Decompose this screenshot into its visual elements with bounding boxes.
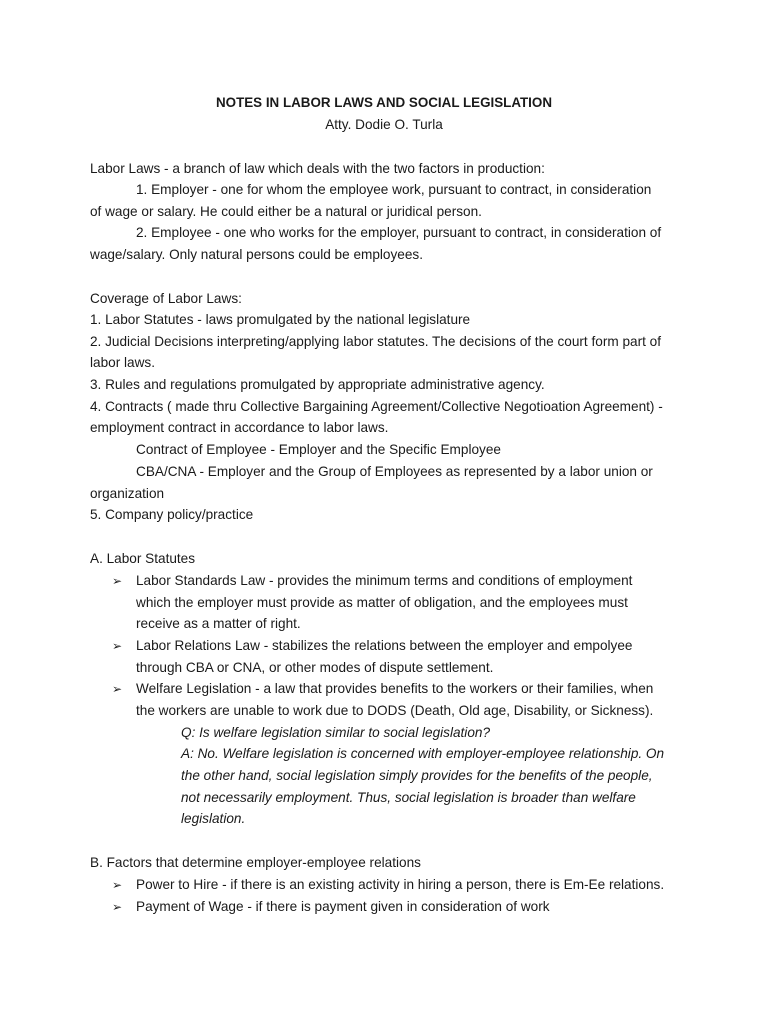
payment-of-wage: Payment of Wage - if there is payment given in consideration of work (136, 899, 550, 914)
welfare-answer-line2: the other hand, social legislation simply provides for the benefits of the people, (181, 768, 653, 783)
coverage-item-2-line1: 2. Judicial Decisions interpreting/applying labor statutes. The decisions of the court form part of (90, 334, 661, 349)
labor-standards-line1: Labor Standards Law - provides the minimum terms and conditions of employment (136, 573, 633, 588)
bullet-arrow-icon: ➢ (112, 574, 123, 588)
employee-definition-line2: wage/salary. Only natural persons could be employees. (90, 247, 423, 262)
document-author: Atty. Dodie O. Turla (325, 117, 443, 132)
bullet-arrow-icon: ➢ (112, 682, 123, 696)
employee-definition-line1: 2. Employee - one who works for the employer, pursuant to contract, in consideration of (136, 225, 662, 240)
labor-standards-line2: which the employer must provide as matter of obligation, and the employees must (136, 595, 628, 610)
section-b-heading: B. Factors that determine employer-employee relations (90, 855, 421, 870)
bullet-arrow-icon: ➢ (112, 878, 123, 892)
coverage-sub-2-line1: CBA/CNA - Employer and the Group of Employees as represented by a labor union or (136, 464, 653, 479)
document-title: NOTES IN LABOR LAWS AND SOCIAL LEGISLATION (215, 95, 552, 110)
coverage-heading: Coverage of Labor Laws: (90, 291, 242, 306)
welfare-answer-line4: legislation. (181, 811, 246, 826)
coverage-item-4-line1: 4. Contracts ( made thru Collective Bargaining Agreement/Collective Negotioation Agreement) - (90, 399, 663, 414)
labor-standards-line3: receive as a matter of right. (136, 616, 301, 631)
labor-laws-definition: Labor Laws - a branch of law which deals with the two factors in production: (90, 161, 545, 176)
welfare-answer-line1: A: No. Welfare legislation is concerned with employer-employee relationship. On (181, 746, 665, 761)
bullet-arrow-icon: ➢ (112, 639, 123, 653)
bullet-arrow-icon: ➢ (112, 900, 123, 914)
welfare-legislation-line1: Welfare Legislation - a law that provides benefits to the workers or their families, when (136, 681, 654, 696)
labor-relations-line2: through CBA or CNA, or other modes of dispute settlement. (136, 660, 494, 675)
power-to-hire: Power to Hire - if there is an existing activity in hiring a person, there is Em-Ee relations. (136, 877, 665, 892)
welfare-answer-line3: not necessarily employment. Thus, social legislation is broader than welfare (181, 790, 636, 805)
coverage-sub-1: Contract of Employee - Employer and the Specific Employee (136, 442, 501, 457)
section-a-heading: A. Labor Statutes (90, 551, 196, 566)
coverage-item-4-line2: employment contract in accordance to labor laws. (90, 420, 389, 435)
welfare-legislation-line2: the workers are unable to work due to DODS (Death, Old age, Disability, or Sickness). (136, 703, 654, 718)
coverage-item-2-line2: labor laws. (90, 355, 155, 370)
coverage-sub-2-line2: organization (90, 486, 165, 501)
coverage-item-3: 3. Rules and regulations promulgated by appropriate administrative agency. (90, 377, 545, 392)
employer-definition-line1: 1. Employer - one for whom the employee work, pursuant to contract, in consideration (136, 182, 652, 197)
employer-definition-line2: of wage or salary. He could either be a natural or juridical person. (90, 204, 482, 219)
coverage-item-1: 1. Labor Statutes - laws promulgated by the national legislature (90, 312, 471, 327)
labor-relations-line1: Labor Relations Law - stabilizes the relations between the employer and empolyee (136, 638, 633, 653)
welfare-question: Q: Is welfare legislation similar to social legislation? (181, 725, 491, 740)
coverage-item-5: 5. Company policy/practice (90, 507, 254, 522)
